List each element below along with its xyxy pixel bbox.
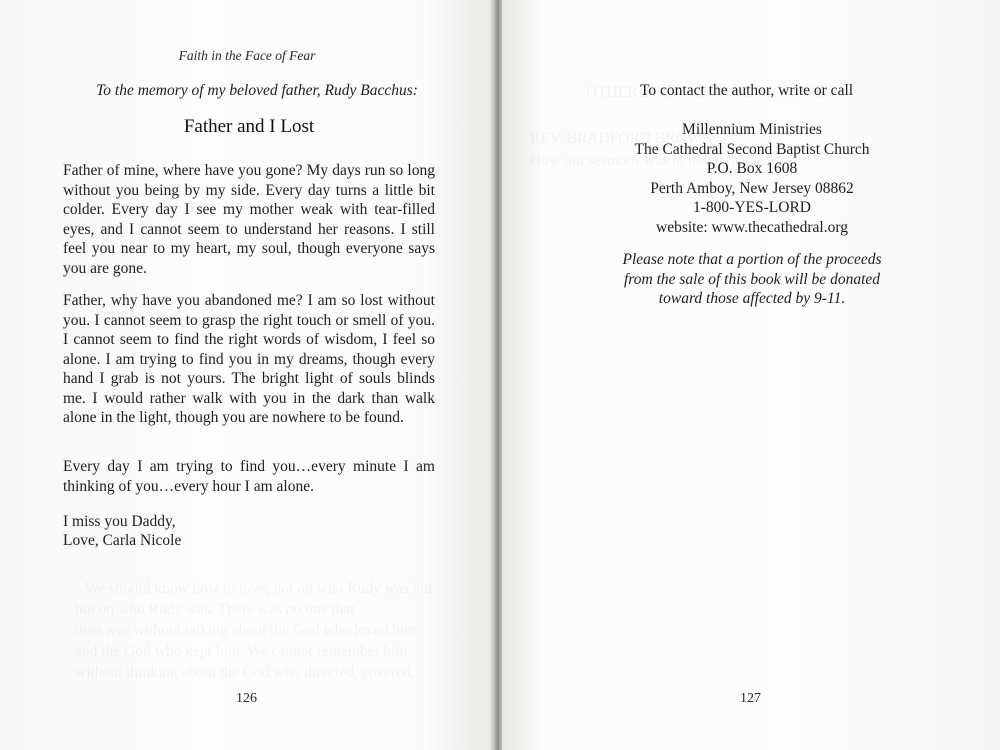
page-number: 126 <box>236 691 257 706</box>
poem-paragraph: Father of mine, where have you gone? My days run so long without you being by my side. Every day turns a little bit colder. Every day I see my mother weak with tear-filled eyes, and I cannot seem to understand her reasons. I still feel you near to my heart, my soul, though everyone says you are gone. <box>63 162 435 277</box>
page-number: 127 <box>740 691 761 706</box>
phone-line: 1-800-YES-LORD <box>693 199 811 216</box>
poem-paragraph: Every day I am trying to find you…every minute I am thinking of you…every hour I am alone. <box>63 458 435 495</box>
address-line: P.O. Box 1608 <box>706 160 798 177</box>
contact-intro: To contact the author, write or call <box>640 82 854 99</box>
address-line: Perth Amboy, New Jersey 08862 <box>650 179 854 197</box>
signature-line: Love, Carla Nicole <box>63 532 182 549</box>
website-line: website: www.thecathedral.org <box>656 218 848 236</box>
note-line: from the sale of this book will be donated <box>623 270 880 288</box>
address-block <box>542 120 962 237</box>
left-page <box>0 0 494 750</box>
note-line: toward those affected by 9-11. <box>658 290 846 307</box>
note-line: Please note that a portion of the proceeds <box>622 251 882 268</box>
poem-title: Father and I Lost <box>183 116 315 137</box>
address-line: The Cathedral Second Baptist Church <box>634 140 870 158</box>
address-line: Millennium Ministries <box>682 121 822 138</box>
dedication: To the memory of my beloved father, Rudy Bacchus: <box>96 82 418 99</box>
right-page <box>502 0 1000 750</box>
running-head: Faith in the Face of Fear <box>178 48 316 63</box>
proceeds-note <box>542 250 962 309</box>
closing-line: I miss you Daddy, <box>63 513 176 530</box>
poem-paragraph: Father, why have you abandoned me? I am so lost without you. I cannot seem to grasp the right touch or smell of you. I cannot seem to find the right words of wisdom, I feel so alone. I am trying to find you in my dreams, though every hand I grab is not yours. The bright light of souls blinds me. I would rather walk with you in the dark than walk alone in the light, though you are nowhere to be found. <box>63 292 435 426</box>
